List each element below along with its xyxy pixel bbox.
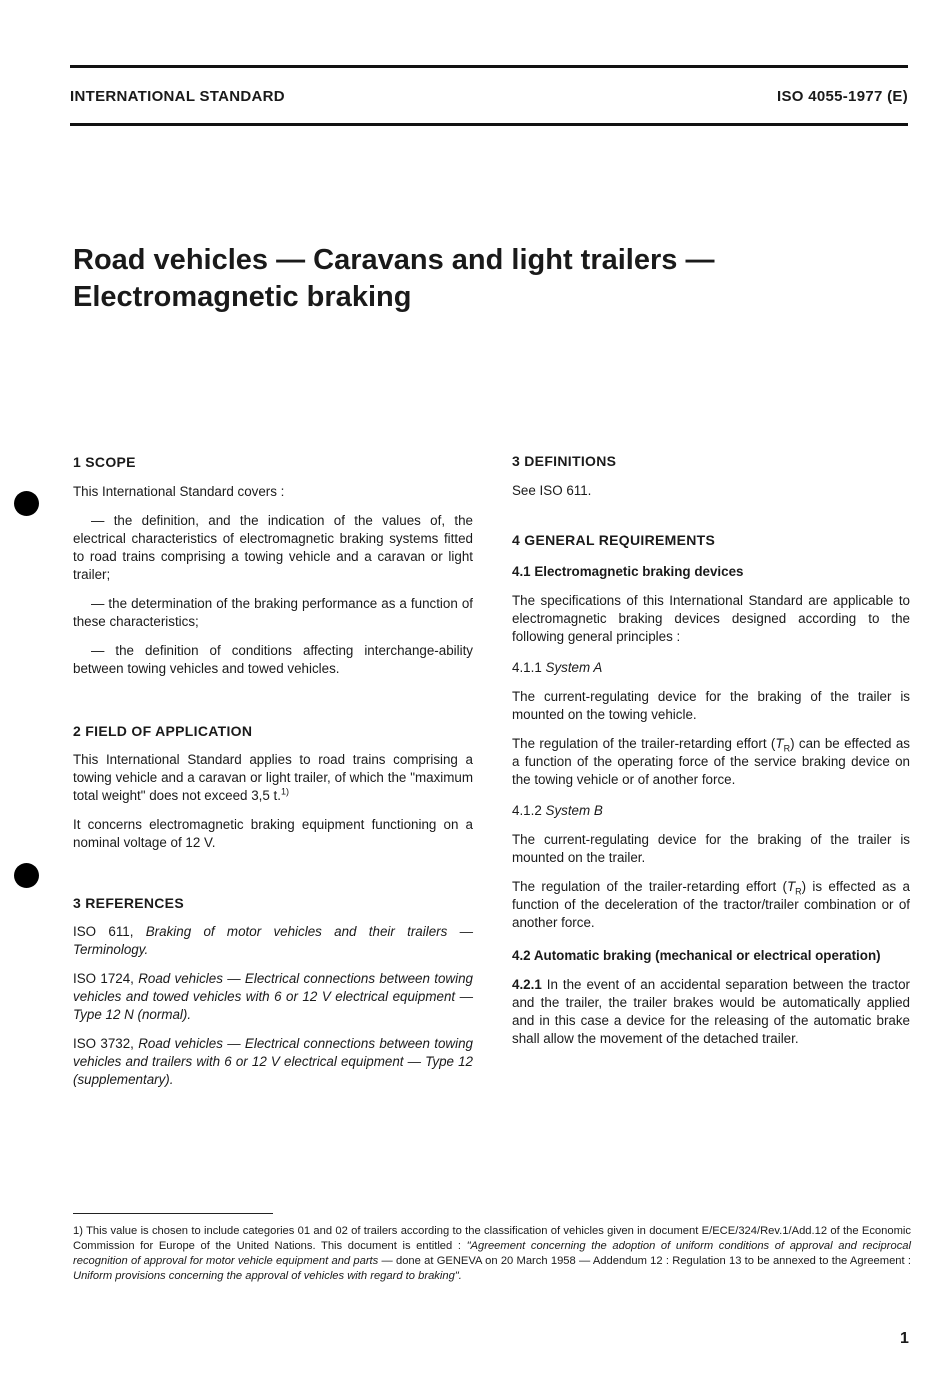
s421-text: In the event of an accidental separation between the tractor and the trailer, the trailer brakes would be automatically applied and in this case a device for the releasing of the automatic brake shall allow the movement of the detached trailer.	[512, 977, 910, 1046]
s412-paragraph: The current-regulating device for the braking of the trailer is mounted on the trailer.	[512, 832, 910, 865]
field-paragraph: It concerns electromagnetic braking equipment functioning on a nominal voltage of 12 V.	[73, 817, 473, 850]
document-title: Road vehicles — Caravans and light trailers — Electromagnetic braking	[73, 244, 715, 313]
footnote-marker: 1)	[73, 1225, 83, 1237]
s41-paragraph: The specifications of this International Standard are applicable to electromagnetic braking devices designed according to the following general principles :	[512, 593, 910, 644]
s411-paragraph: The current-regulating device for the braking of the trailer is mounted on the towing vehicle.	[512, 689, 910, 722]
scope-item: — the determination of the braking performance as a function of these characteristics;	[73, 596, 473, 629]
footnote-ref: 1)	[280, 786, 289, 797]
text-run: ) can be effected as a function of the operating force of the service braking device on the towing vehicle or of another force.	[512, 736, 911, 787]
subsection-heading-4-1: 4.1 Electromagnetic braking devices	[512, 564, 744, 579]
field-paragraph-text: This International Standard applies to road trains comprising a towing vehicle and a caravan or light trailer, of which the "maximum total weight" does not exceed 3,5 t.	[73, 752, 473, 803]
scope-intro: This International Standard covers :	[73, 484, 285, 499]
subsection-number: 4.2.1	[512, 977, 542, 992]
subsection-heading-4-1-1	[512, 659, 910, 677]
footnote-text: This value is chosen to include categories 01 and 02 of trailers according to the classification of vehicles given in document E/ECE/324/Rev.1/Add.12 of the Economic Commission for Europe of the United Nations. This document is entitled :	[73, 1225, 911, 1252]
reference-title: Braking of motor vehicles and their trailers — Terminology.	[73, 924, 473, 957]
subsection-number: 4.1.2	[512, 803, 546, 818]
scope-item: — the definition of conditions affecting interchange-ability between towing vehicles and towed vehicles.	[73, 643, 473, 676]
reference-title: Road vehicles — Electrical connections between towing vehicles and trailers with 6 or 12 V electrical equipment — Type 12 (supplementary).	[73, 1036, 473, 1087]
margin-bullet	[14, 491, 39, 516]
subsection-title: System A	[545, 660, 603, 675]
s411-paragraph	[512, 735, 910, 789]
s412-paragraph	[512, 878, 910, 932]
symbol-subscript: R	[783, 743, 791, 754]
text-run: The regulation of the trailer-retarding effort (	[512, 879, 787, 894]
section-heading-field: 2 FIELD OF APPLICATION	[73, 723, 253, 739]
text-run: The regulation of the trailer-retarding effort (	[512, 736, 776, 751]
symbol: T	[786, 879, 796, 894]
reference-title: Road vehicles — Electrical connections between towing vehicles and towed vehicles with 6 or 12 V electrical equipment — Type 12 N (normal).	[73, 971, 473, 1022]
footnote-italic: Uniform provisions concerning the approval of vehicles with regard to braking".	[73, 1270, 462, 1282]
footnote	[73, 1224, 911, 1284]
page-number: 1	[900, 1330, 909, 1347]
symbol-subscript: R	[795, 886, 802, 897]
reference-code: ISO 611,	[73, 924, 146, 939]
footnote-italic: "Agreement concerning the adoption of uniform conditions of approval and reciprocal recognition of approval for motor vehicle equipment and parts —	[73, 1240, 911, 1267]
section-heading-scope: 1 SCOPE	[73, 454, 136, 470]
subsection-title: System B	[545, 803, 603, 818]
symbol: T	[775, 736, 784, 751]
section-heading-definitions: 3 DEFINITIONS	[512, 453, 617, 469]
right-column	[512, 452, 910, 1048]
section-heading-references: 3 REFERENCES	[73, 895, 184, 911]
subsection-heading-4-1-2	[512, 802, 910, 820]
left-column	[73, 453, 473, 1089]
top-rule	[70, 65, 908, 68]
footnote-text: done at GENEVA on 20 March 1958 — Addendum 12 : Regulation 13 to be annexed to the Agreement :	[395, 1255, 912, 1267]
header-rule	[70, 123, 908, 126]
reference-code: ISO 1724,	[73, 971, 139, 986]
reference-item	[73, 1035, 473, 1089]
scope-item: — the definition, and the indication of the values of, the electrical characteristics of electromagnetic braking systems fitted to road trains comprising a towing vehicle and a caravan or light trailer;	[73, 513, 473, 582]
margin-bullet	[14, 863, 39, 888]
standard-type-label: INTERNATIONAL STANDARD	[70, 88, 285, 105]
s421-paragraph	[512, 976, 910, 1048]
section-heading-general: 4 GENERAL REQUIREMENTS	[512, 532, 716, 548]
reference-code: ISO 3732,	[73, 1036, 139, 1051]
reference-item	[73, 970, 473, 1024]
definitions-text: See ISO 611.	[512, 483, 592, 498]
footnote-rule	[73, 1213, 273, 1214]
subsection-number: 4.1.1	[512, 660, 546, 675]
subsection-heading-4-2: 4.2 Automatic braking (mechanical or electrical operation)	[512, 948, 881, 963]
text-run: ) is effected as a function of the deceleration of the tractor/trailer combination or of another force.	[512, 879, 910, 930]
standard-number: ISO 4055-1977 (E)	[776, 88, 908, 105]
field-paragraph	[73, 751, 473, 805]
reference-item	[73, 923, 473, 959]
